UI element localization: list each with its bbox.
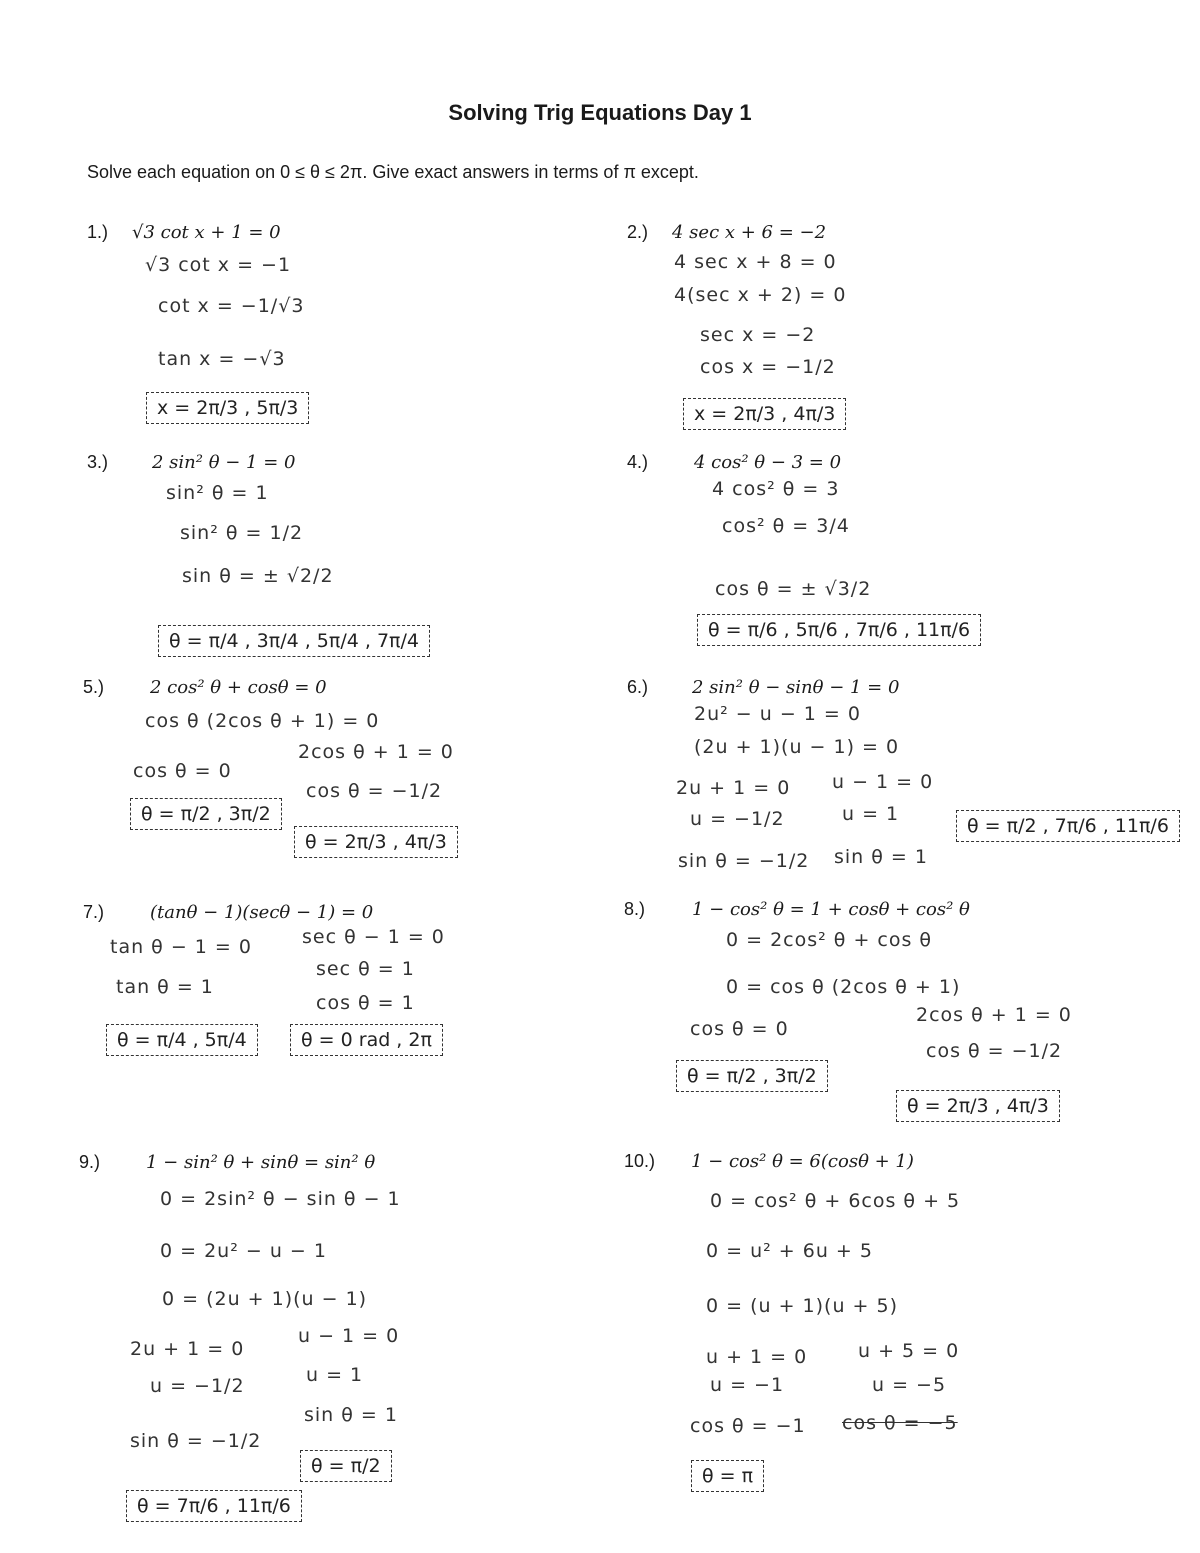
answer-box: x = 2π/3 , 5π/3: [146, 392, 309, 424]
answer-box: θ = π/4 , 5π/4: [106, 1024, 258, 1056]
problem-number: 9.): [79, 1152, 101, 1172]
work-step: sin θ = −1/2: [130, 1430, 262, 1452]
work-step: cos θ = −1: [690, 1415, 806, 1437]
work-step: 0 = (2u + 1)(u − 1): [162, 1288, 368, 1310]
problem-equation: 1 − cos² θ = 1 + cosθ + cos² θ: [692, 899, 970, 920]
work-step: 0 = 2sin² θ − sin θ − 1: [160, 1188, 401, 1210]
work-step: sec θ = 1: [316, 958, 415, 980]
work-step: cos θ = 0: [690, 1018, 789, 1040]
work-step: 2u + 1 = 0: [676, 777, 791, 799]
problem-equation: 2 sin² θ − 1 = 0: [152, 452, 296, 473]
problem-number: 3.): [87, 452, 109, 472]
work-step: sin θ = ± √2/2: [182, 565, 334, 587]
work-step: 0 = 2cos² θ + cos θ: [726, 929, 933, 951]
answer-box: θ = π/2 , 7π/6 , 11π/6: [956, 810, 1180, 842]
answer-box: θ = 7π/6 , 11π/6: [126, 1490, 302, 1522]
problem-number: 5.): [83, 677, 105, 697]
problem-equation: 1 − cos² θ = 6(cosθ + 1): [691, 1151, 914, 1172]
work-step: cos θ = 0: [133, 760, 232, 782]
work-step: 0 = (u + 1)(u + 5): [706, 1295, 898, 1317]
answer-box: θ = 2π/3 , 4π/3: [896, 1090, 1060, 1122]
work-step: sin θ = −1/2: [678, 850, 810, 872]
work-step: cos θ = −1/2: [306, 780, 443, 802]
work-step: 2u² − u − 1 = 0: [694, 703, 861, 725]
work-step: sec θ − 1 = 0: [302, 926, 445, 948]
answer-box: θ = π: [691, 1460, 764, 1492]
work-step: 0 = 2u² − u − 1: [160, 1240, 327, 1262]
work-step: tan θ − 1 = 0: [110, 936, 252, 958]
work-step: cos θ (2cos θ + 1) = 0: [145, 710, 380, 732]
work-step: 4(sec x + 2) = 0: [674, 284, 847, 306]
work-step: cos x = −1/2: [700, 356, 836, 378]
answer-box: θ = π/6 , 5π/6 , 7π/6 , 11π/6: [697, 614, 981, 646]
work-step: cos² θ = 3/4: [722, 515, 850, 537]
problem-number: 8.): [624, 899, 646, 919]
work-step: 4 cos² θ = 3: [712, 478, 840, 500]
answer-box: θ = π/2: [300, 1450, 392, 1482]
problem-equation: 2 sin² θ − sinθ − 1 = 0: [692, 677, 900, 698]
answer-box: θ = π/2 , 3π/2: [130, 798, 282, 830]
answer-box: θ = π/2 , 3π/2: [676, 1060, 828, 1092]
answer-box: x = 2π/3 , 4π/3: [683, 398, 846, 430]
problem-equation: 4 cos² θ − 3 = 0: [694, 452, 842, 473]
work-step: 0 = cos² θ + 6cos θ + 5: [710, 1190, 961, 1212]
problem-equation: √3 cot x + 1 = 0: [132, 222, 281, 243]
work-step: u = 1: [306, 1364, 364, 1386]
work-step: 2cos θ + 1 = 0: [916, 1004, 1072, 1026]
work-step: cos θ = 1: [316, 992, 415, 1014]
problem-number: 6.): [627, 677, 649, 697]
crossed-out-step: cos θ = −5: [842, 1412, 958, 1434]
work-step: (2u + 1)(u − 1) = 0: [694, 736, 900, 758]
problem-equation: 1 − sin² θ + sinθ = sin² θ: [146, 1152, 376, 1173]
work-step: u − 1 = 0: [832, 771, 934, 793]
answer-box: θ = 0 rad , 2π: [290, 1024, 443, 1056]
work-step: cos θ = ± √3/2: [715, 578, 872, 600]
work-step: u = −1/2: [690, 808, 785, 830]
work-step: 2cos θ + 1 = 0: [298, 741, 454, 763]
problem-number: 10.): [624, 1151, 656, 1171]
work-step: cos θ = −1/2: [926, 1040, 1063, 1062]
work-step: sec x = −2: [700, 324, 816, 346]
problem-number: 1.): [87, 222, 109, 242]
work-step: 0 = u² + 6u + 5: [706, 1240, 873, 1262]
work-step: sin θ = 1: [834, 846, 928, 868]
work-step: sin θ = 1: [304, 1404, 398, 1426]
problem-equation: (tanθ − 1)(secθ − 1) = 0: [150, 902, 374, 923]
work-step: u = −1/2: [150, 1375, 245, 1397]
problem-number: 2.): [627, 222, 649, 242]
work-step: 4 sec x + 8 = 0: [674, 251, 837, 273]
answer-box: θ = 2π/3 , 4π/3: [294, 826, 458, 858]
work-step: 2u + 1 = 0: [130, 1338, 245, 1360]
work-step: u + 5 = 0: [858, 1340, 960, 1362]
work-step: u = −5: [872, 1374, 947, 1396]
problem-number: 4.): [627, 452, 649, 472]
answer-box: θ = π/4 , 3π/4 , 5π/4 , 7π/4: [158, 625, 430, 657]
work-step: u = −1: [710, 1374, 785, 1396]
problem-equation: 4 sec x + 6 = −2: [672, 222, 827, 243]
problem-equation: 2 cos² θ + cosθ = 0: [150, 677, 327, 698]
work-step: u − 1 = 0: [298, 1325, 400, 1347]
work-step: tan x = −√3: [158, 348, 286, 370]
work-step: u + 1 = 0: [706, 1346, 808, 1368]
work-step: tan θ = 1: [116, 976, 214, 998]
instructions: Solve each equation on 0 ≤ θ ≤ 2π. Give exact answers in terms of π except.: [87, 162, 699, 182]
work-step: √3 cot x = −1: [145, 254, 292, 276]
problem-number: 7.): [83, 902, 105, 922]
work-step: cot x = −1/√3: [158, 295, 305, 317]
work-step: 0 = cos θ (2cos θ + 1): [726, 976, 961, 998]
work-step: sin² θ = 1: [166, 482, 269, 504]
work-step: u = 1: [842, 803, 900, 825]
work-step: sin² θ = 1/2: [180, 522, 304, 544]
page-title: Solving Trig Equations Day 1: [448, 100, 752, 125]
